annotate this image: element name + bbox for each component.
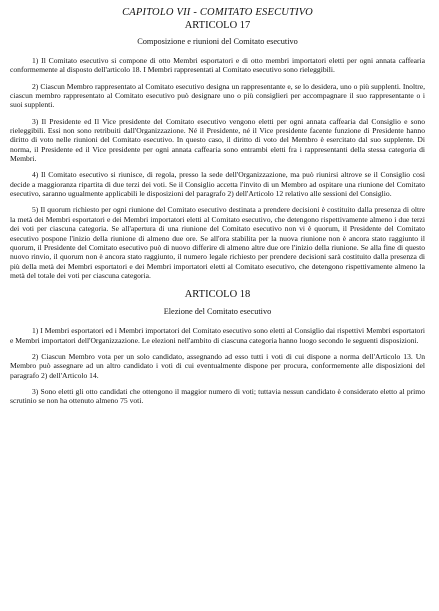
- article-18-paragraph-2: 2) Ciascun Membro vota per un solo candidato, assegnando ad esso tutti i voti di cui dispone a norma dell'Articolo 13. Un Membro può assegnare ad un altro candidato i voti di cui eventualmente dispone per procura, conformemente alle disposizioni del paragrafo 2) dell'Articolo 14.: [10, 351, 425, 380]
- article-18-paragraph-1: 1) I Membri esportatori ed i Membri importatori del Comitato esecutivo sono eletti al Consiglio dai rispettivi Membri esportatori e Membri importatori dell'Organizzazione. Le elezioni nell'ambito di ciascuna categoria hanno luogo secondo le seguenti disposizioni.: [10, 326, 425, 345]
- article-18-subtitle: Elezione del Comitato esecutivo: [163, 307, 272, 317]
- article-18: [10, 288, 425, 405]
- article-18-title: ARTICOLO 18: [184, 289, 251, 301]
- article-17-paragraph-1: 1) Il Comitato esecutivo si compone di otto Membri esportatori e di otto membri importatori eletti per ogni annata caffearia conformemente al disposto dell'articolo 18. I Membri rappresentati al Comitato esecutivo sono rieleggibili.: [10, 56, 425, 75]
- article-17-paragraph-3: 3) Il Presidente ed Il Vice presidente del Comitato esecutivo vengono eletti per ogni annata caffearia dal Consiglio e sono rieleggibili. Essi non sono retribuiti dall'Organizzazione. Né il Presidente, né il Vice presidente facente funzione di Presidente hanno diritto di voto nelle riunioni del Comitato esecutivo. In questo caso, il diritto di voto del Membro è esercitato dal suo supplente. Di norma, il Presidente ed il Vice presidente per ogni annata caffearia sono entrambi eletti fra i rappresentanti della stessa categoria di Membri.: [10, 116, 425, 164]
- chapter-title: CAPITOLO VII - COMITATO ESECUTIVO: [122, 7, 313, 18]
- article-17-paragraph-5: 5) Il quorum richiesto per ogni riunione del Comitato esecutivo destinata a prendere decisioni è costituito dalla presenza di oltre la metà dei Membri esportatori e dei Membri importatori eletti al Comitato esecutivo, che detengono rispettivamente almeno i due terzi dei voti per ciascuna categoria. Se all'apertura di una riunione del Comitato esecutivo non vi è quorum, il Presidente del Comitato esecutivo pospone l'inizio della riunione di almeno due ore. Se all'ora stabilita per la nuova riunione non è ancora stato raggiunto il quorum, il Presidente del Comitato esecutivo può di nuovo differire di almeno altre due ore l'inizio della riunione. Se alla fine di questo nuovo rinvio, il quorum non è ancora stato raggiunto, il numero legale richiesto per prendere decisioni sarà costituito dalla presenza di più della metà dei Membri esportatori e dei Membri importatori eletti al Comitato esecutivo, che detengono rispettivamente almeno la metà del totale dei voti per ciascuna categoria.: [10, 205, 425, 280]
- article-17-subtitle: Composizione e riunioni del Comitato esecutivo: [137, 37, 298, 46]
- article-18-paragraph-3: 3) Sono eletti gli otto candidati che ottengono il maggior numero di voti; tuttavia nessun candidato è considerato eletto al primo scrutinio se non ha ottenuto almeno 75 voti.: [10, 386, 425, 406]
- article-17-paragraph-4: 4) Il Comitato esecutivo si riunisce, di regola, presso la sede dell'Organizzazione, ma può riunirsi altrove se il Consiglio così decide a maggioranza ripartita di due terzi dei voti. Se il Consiglio accetta l'invito di un Membro ad ospitare una riunione del Comitato esecutivo, saranno ugualmente applicabili le disposizioni del paragrafo 2) dell'Articolo 12 relativo alle sessioni del Consiglio.: [10, 170, 425, 199]
- article-17-title: ARTICOLO 17: [184, 20, 251, 31]
- article-17-paragraph-2: 2) Ciascun Membro rappresentato al Comitato esecutivo designa un rappresentante e, se lo desidera, uno o più supplenti. Inoltre, ciascun membro rappresentato al Comitato esecutivo può designare uno o più consiglieri per accompagnare il suo rappresentante o i suoi supplenti.: [10, 81, 425, 110]
- article-17: [10, 19, 425, 280]
